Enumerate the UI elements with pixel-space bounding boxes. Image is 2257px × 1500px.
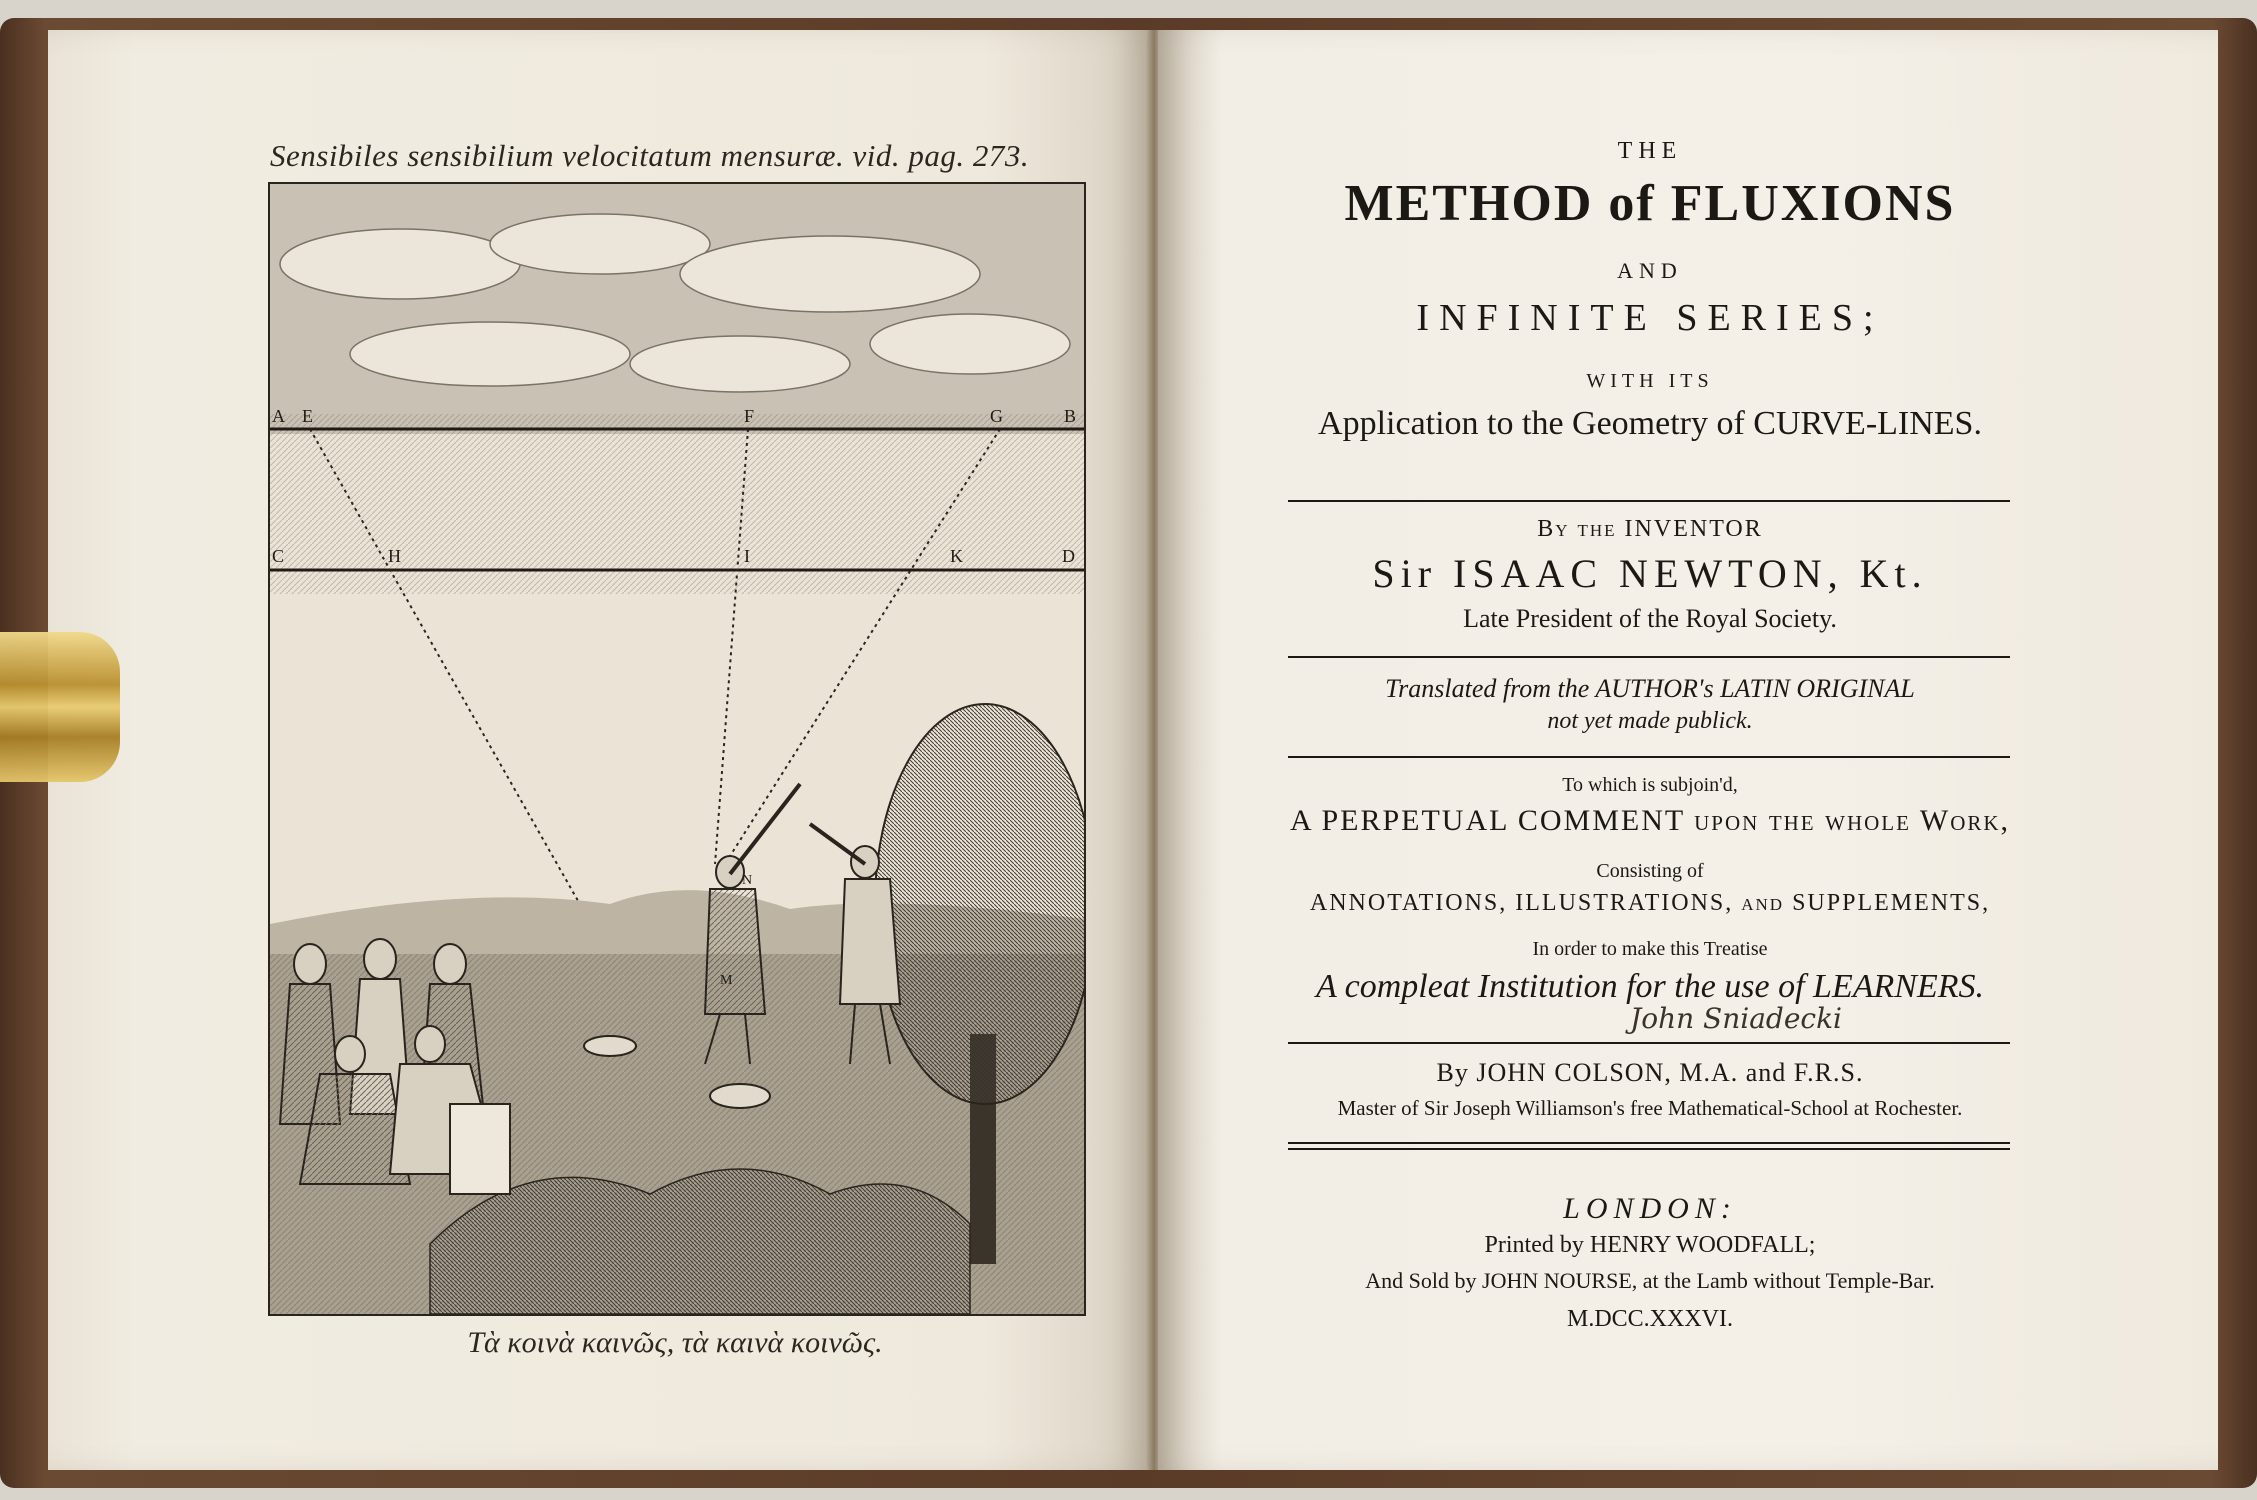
rule-3 bbox=[1288, 756, 2010, 758]
title-infinite-series: INFINITE SERIES; bbox=[1416, 297, 1884, 339]
rule-2 bbox=[1288, 656, 2010, 658]
consisting-of: Consisting of bbox=[1596, 860, 1704, 882]
compleat-institution: A compleat Institution for the use of LEARNERS. bbox=[1316, 968, 1984, 1005]
author-name: Sir ISAAC NEWTON, Kt. bbox=[1372, 551, 1928, 596]
label-d: D bbox=[1062, 546, 1075, 566]
in-order-line: In order to make this Treatise bbox=[1532, 938, 1768, 960]
brass-clasp bbox=[0, 632, 120, 782]
label-a: A bbox=[272, 406, 285, 426]
label-h: H bbox=[388, 546, 401, 566]
title-and: AND bbox=[1617, 258, 1683, 283]
translated-line-1: Translated from the AUTHOR's LATIN ORIGINAL bbox=[1385, 674, 1915, 703]
label-m: M bbox=[720, 973, 733, 988]
label-e: E bbox=[302, 406, 313, 426]
master-of: Master of Sir Joseph Williamson's free Mathematical-School at Rochester. bbox=[1337, 1096, 1963, 1120]
by-colson: By JOHN COLSON, M.A. and F.R.S. bbox=[1436, 1058, 1864, 1087]
subjoined: To which is subjoin'd, bbox=[1562, 774, 1738, 796]
sky bbox=[270, 184, 1084, 434]
title-application: Application to the Geometry of CURVE-LINES. bbox=[1318, 405, 1982, 442]
imprint-date: M.DCC.XXXVI. bbox=[1566, 1306, 1733, 1332]
label-i: I bbox=[744, 546, 750, 566]
title-the: THE bbox=[1617, 138, 1683, 164]
author-title: Late President of the Royal Society. bbox=[1463, 604, 1837, 633]
title-with-its: WITH ITS bbox=[1586, 370, 1714, 392]
label-c: C bbox=[272, 546, 285, 566]
frontispiece-caption-top: Sensibiles sensibilium velocitatum mensuræ. vid. pag. 273. bbox=[270, 138, 1030, 173]
annotations-line: ANNOTATIONS, ILLUSTRATIONS, and SUPPLEMENTS, bbox=[1309, 890, 1991, 916]
sold-by: And Sold by JOHN NOURSE, at the Lamb without Temple-Bar. bbox=[1365, 1268, 1935, 1293]
rule-1 bbox=[1288, 500, 2010, 502]
perpetual-comment: A PERPETUAL COMMENT upon the whole Work, bbox=[1289, 804, 2011, 837]
by-the-inventor: By the INVENTOR bbox=[1537, 516, 1763, 542]
main-title: METHOD of FLUXIONS bbox=[1344, 175, 1956, 232]
handwritten-signature: John Sniadecki bbox=[1630, 1002, 1843, 1035]
label-g: G bbox=[990, 406, 1003, 426]
imprint-london: LONDON: bbox=[1563, 1192, 1737, 1225]
label-n: N bbox=[742, 873, 753, 888]
label-k: K bbox=[950, 546, 963, 566]
engraving-illustration bbox=[270, 184, 1084, 1314]
frontispiece-caption-bottom: Τὰ κοινὰ καινῶς, τὰ καινὰ κοινῶς. bbox=[467, 1326, 883, 1359]
frontispiece-engraving bbox=[268, 182, 1086, 1316]
label-b: B bbox=[1064, 406, 1077, 426]
upper-sky-hatching bbox=[270, 414, 1084, 594]
translated-line-2: not yet made publick. bbox=[1547, 708, 1753, 734]
rule-4 bbox=[1288, 1042, 2010, 1044]
double-rule bbox=[1288, 1142, 2010, 1150]
printed-by: Printed by HENRY WOODFALL; bbox=[1484, 1232, 1816, 1258]
label-f: F bbox=[744, 406, 755, 426]
